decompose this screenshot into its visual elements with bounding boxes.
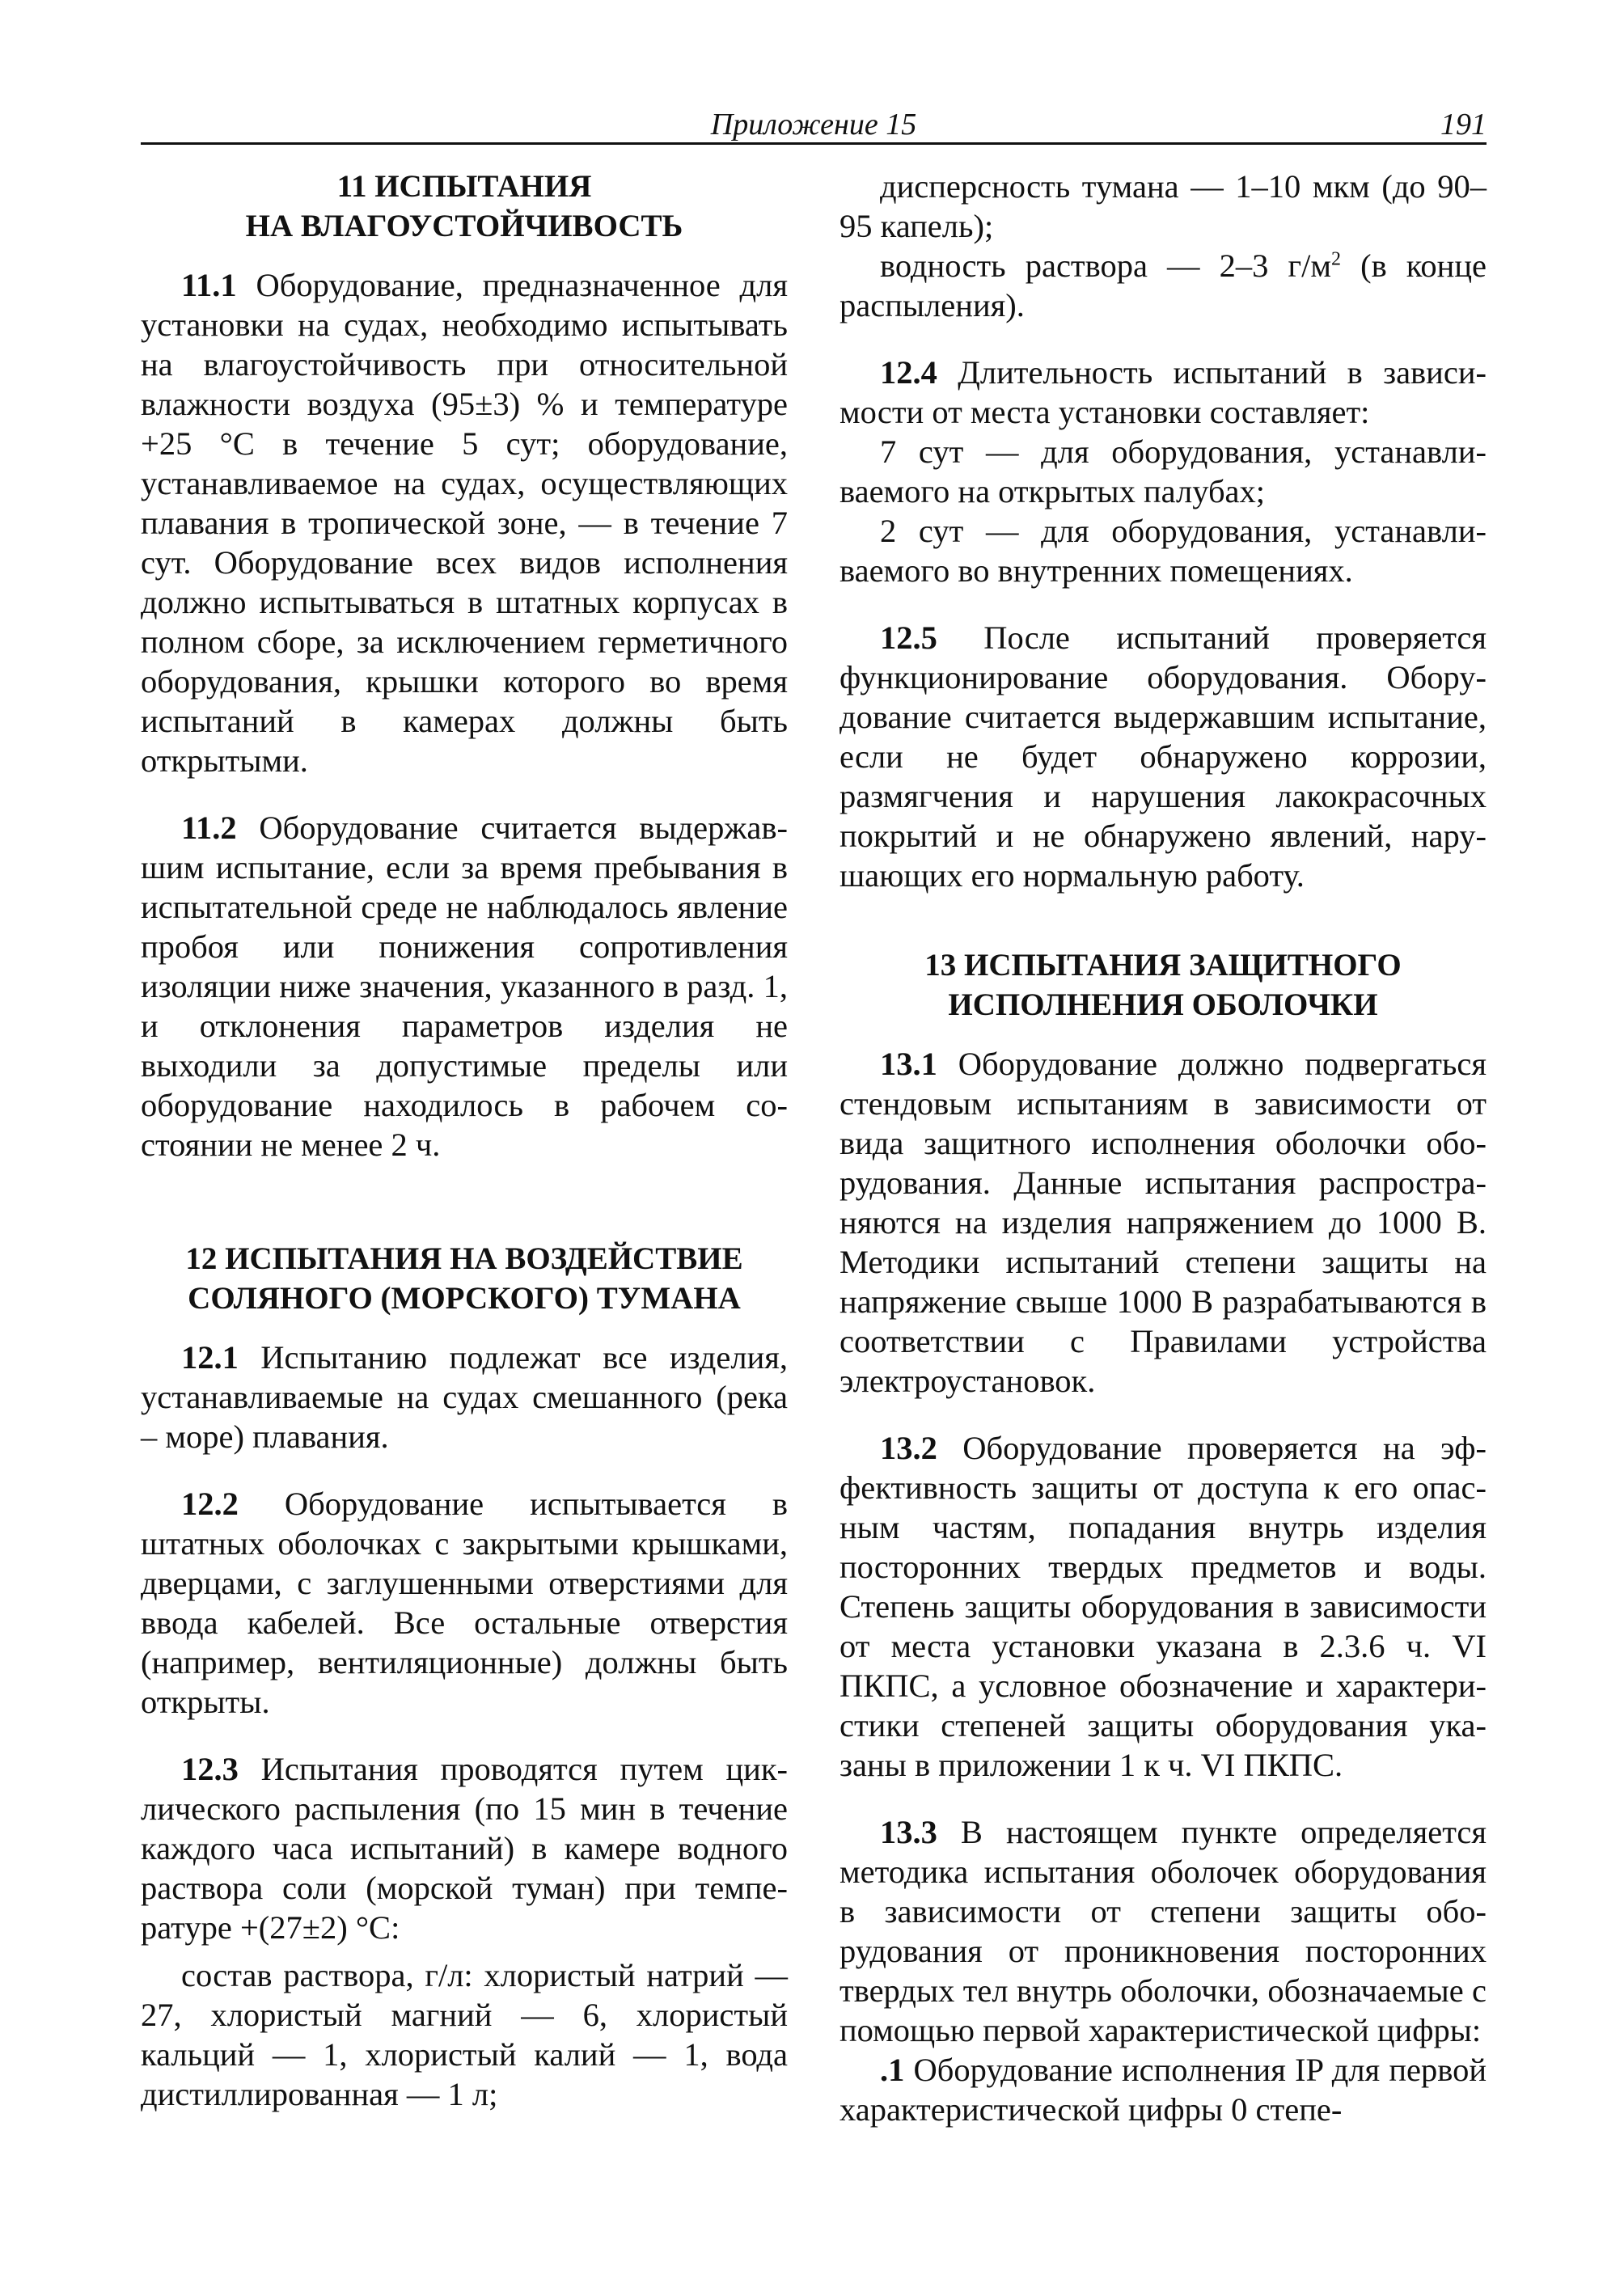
section-13-heading-line1: 13 ИСПЫТАНИЯ ЗАЩИТНОГО bbox=[924, 948, 1402, 983]
section-12-heading-line1: 12 ИСПЫТАНИЯ НА ВОЗДЕЙСТВИЕ bbox=[185, 1241, 743, 1276]
list-item-water bbox=[839, 246, 1487, 325]
paragraph-13-1 bbox=[839, 1044, 1487, 1401]
list-item-internal-rooms: 2 сут — для оборудования, устанавливаемого во внутренних помещениях. bbox=[839, 513, 1487, 589]
paragraph-12-5 bbox=[839, 618, 1487, 895]
paragraph-text: Оборудование исполнения IP для первой характеристической цифры 0 степе- bbox=[839, 2052, 1487, 2128]
paragraph-text: Оборудование должно подвергаться стендовым испытаниям в зависимости от вида защитного исполнения оболочки оборудования. Данные испытания распространяются на изделия напряжением до 1000 В. Методики испытаний степени защиты на напряжение свыше 1000 В разрабатываются в соответствии с Правилами устройства электроустановок. bbox=[839, 1046, 1487, 1399]
paragraph-number: 13.2 bbox=[880, 1430, 937, 1466]
list-item-dispersion: дисперсность тумана — 1–10 мкм (до 90–95 капель); bbox=[839, 168, 1487, 244]
left-column bbox=[141, 167, 788, 2114]
paragraph-13-2 bbox=[839, 1428, 1487, 1785]
section-11-heading bbox=[141, 167, 788, 246]
running-header bbox=[141, 102, 1487, 145]
section-13-heading bbox=[839, 945, 1487, 1025]
paragraph-text: В настоящем пункте определяется методика испытания оболочек оборудования в зависимости от степени защиты оборудования от проникновения посторонних твердых тел внутрь оболочки, обозначаемые с помощью первой характеристической цифры: bbox=[839, 1814, 1487, 2048]
paragraph-number: .1 bbox=[880, 2052, 905, 2088]
paragraph-12-4 bbox=[839, 353, 1487, 432]
list-item-composition: состав раствора, г/л: хлористый натрий — 27, хлористый магний — 6, хлористый кальций — 1, хлористый калий — 1, вода дистиллированная — 1 л; bbox=[141, 1957, 788, 2112]
section-12-heading-line2: СОЛЯНОГО (МОРСКОГО) ТУМАНА bbox=[188, 1281, 741, 1316]
section-12-heading bbox=[141, 1239, 788, 1318]
paragraph-11-2 bbox=[141, 808, 788, 1165]
section-11-heading-line1: 11 ИСПЫТАНИЯ bbox=[336, 169, 592, 204]
paragraph-number: 13.3 bbox=[880, 1814, 937, 1850]
paragraph-13-3 bbox=[839, 1812, 1487, 2050]
paragraph-text: После испытаний проверяется функционирование оборудования. Оборудование считается выдержавшим испытание, если не будет обнаружено коррозии, размягчения и нарушения лакокрасочных покрытий и не обнаружено явлений, нарушающих его нормальную работу. bbox=[839, 619, 1487, 894]
list-item-open-decks: 7 сут — для оборудования, устанавливаемого на открытых палубах; bbox=[839, 433, 1487, 509]
paragraph-12-3 bbox=[141, 1749, 788, 1947]
paragraph-text: Оборудование считается выдержавшим испытание, если за время пребывания в испытательной среде не наблюдалось явление пробоя или понижения сопротивления изоляции ниже значения, указанного в разд. 1, и отклонения параметров изделия не выходили за допустимые пределы или оборудование находилось в рабочем состоянии не менее 2 ч. bbox=[141, 809, 788, 1163]
paragraph-number: 11.1 bbox=[181, 267, 237, 303]
paragraph-text: Испытанию подлежат все изделия, устанавливаемые на судах смешанного (река – море) плавания. bbox=[141, 1339, 789, 1455]
paragraph-number: 12.5 bbox=[880, 619, 937, 656]
paragraph-12-1 bbox=[141, 1338, 788, 1456]
water-text-b: (в конце распыления). bbox=[839, 247, 1487, 323]
paragraph-text: Длительность испытаний в зависимости от места установки составляет: bbox=[839, 354, 1487, 430]
header-title: Приложение 15 bbox=[710, 108, 917, 142]
paragraph-number: 11.2 bbox=[181, 809, 237, 846]
paragraph-11-1 bbox=[141, 265, 788, 780]
page-number: 191 bbox=[1440, 108, 1487, 142]
paragraph-12-2 bbox=[141, 1484, 788, 1722]
section-13-heading-line2: ИСПОЛНЕНИЯ ОБОЛОЧКИ bbox=[948, 987, 1378, 1022]
paragraph-text: Испытания проводятся путем циклического распыления (по 15 мин в течение каждого часа испытаний) в камере водного раствора соли (морской туман) при температуре +(27±2) °С: bbox=[141, 1751, 789, 1946]
paragraph-number: 12.2 bbox=[181, 1486, 239, 1522]
subparagraph-13-3-1 bbox=[839, 2050, 1487, 2129]
paragraph-text: Оборудование, предназначенное для установки на судах, необходимо испытывать на влагоустойчивость при относительной влажности воздуха (95±3) % и температуре +25 °С в течение 5 сут; оборудование, устанавливаемое на судах, осуществляющих плавания в тропической зоне, — в течение 7 сут. Оборудование всех видов исполнения должно испытываться в штатных корпусах в полном сборе, за исключением герметичного оборудования, крышки которого во время испытаний в камерах должны быть открытыми. bbox=[141, 267, 788, 779]
paragraph-text: Оборудование проверяется на эффективность защиты от доступа к его опасным частям, попадания внутрь изделия посторонних твердых предметов и воды. Степень защиты оборудования в зависимости от места установки указана в 2.3.6 ч. VI ПКПС, а условное обозначение и характеристики степеней защиты оборудования указаны в приложении 1 к ч. VI ПКПС. bbox=[839, 1430, 1487, 1783]
right-column bbox=[839, 167, 1487, 2129]
paragraph-text: Оборудование испытывается в штатных оболочках с закрытыми крышками, дверцами, с заглушенными отверстиями для ввода кабелей. Все остальные отверстия (например, вентиляционные) должны быть открыты. bbox=[141, 1486, 788, 1720]
paragraph-number: 12.3 bbox=[181, 1751, 239, 1787]
paragraph-number: 13.1 bbox=[880, 1046, 937, 1082]
paragraph-number: 12.1 bbox=[181, 1339, 239, 1376]
water-superscript: 2 bbox=[1330, 248, 1341, 270]
water-text-a: водность раствора — 2–3 г/м bbox=[880, 247, 1331, 284]
paragraph-number: 12.4 bbox=[880, 354, 937, 391]
section-11-heading-line2: НА ВЛАГОУСТОЙЧИВОСТЬ bbox=[245, 209, 683, 243]
